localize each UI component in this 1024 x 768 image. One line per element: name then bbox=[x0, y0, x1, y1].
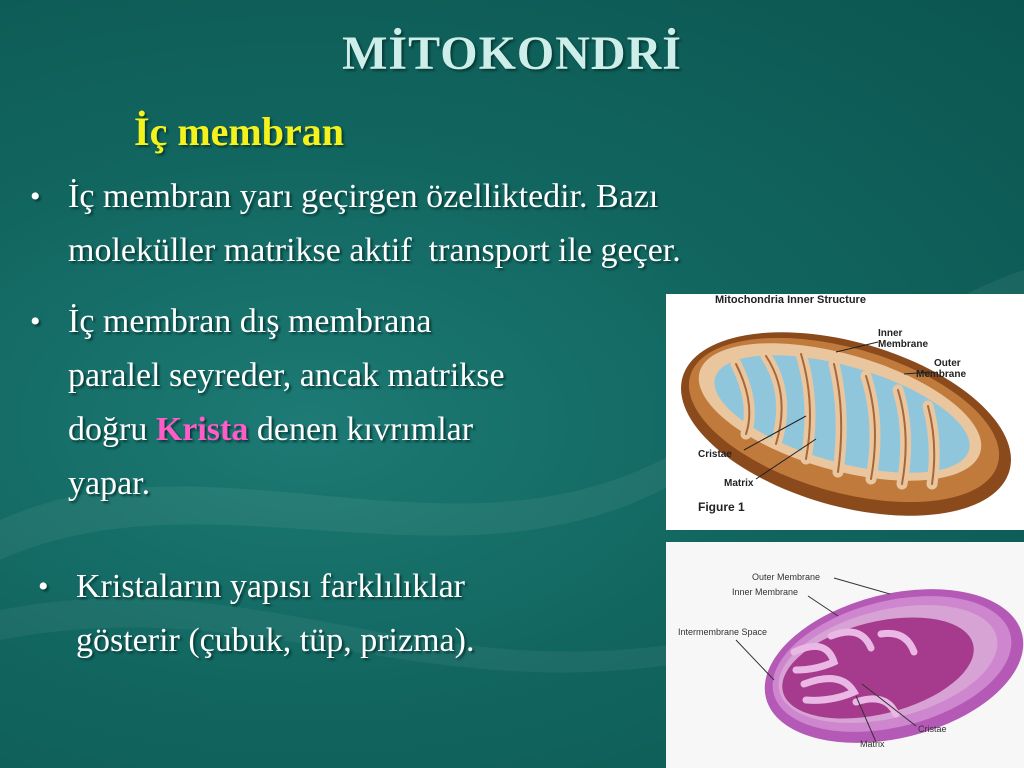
krista-highlight: Krista bbox=[155, 411, 249, 448]
mitochondrion-diagram-figure bbox=[666, 542, 1024, 768]
bullet-2 bbox=[30, 295, 658, 511]
figure-2-label-inner-membrane: Inner Membrane bbox=[732, 587, 799, 597]
bullet-2-line-3-end: denen kıvrımlar bbox=[248, 411, 474, 448]
bullet-2-line-2: paralel seyreder, ancak matrikse bbox=[68, 357, 505, 394]
figure-1-caption: Figure 1 bbox=[698, 500, 745, 514]
figure-1-label-inner-line-2: Membrane bbox=[878, 339, 929, 350]
figure-1-label-cristae: Cristae bbox=[698, 449, 732, 460]
bullet-3-line-1: Kristaların yapısı farklılıklar bbox=[76, 568, 465, 605]
slide-title: MİTOKONDRİ bbox=[342, 27, 682, 80]
bullet-dot: • bbox=[30, 305, 41, 338]
bullet-1 bbox=[30, 170, 888, 278]
slide-subtitle: İç membran bbox=[134, 109, 344, 154]
bullet-3-line-2: gösterir (çubuk, tüp, prizma). bbox=[76, 622, 475, 659]
figure-2-label-matrix: Matrix bbox=[860, 739, 885, 749]
bullet-3 bbox=[38, 560, 656, 668]
bullet-2-line-4: yapar. bbox=[68, 465, 151, 502]
figure-2-label-outer-membrane: Outer Membrane bbox=[752, 572, 821, 582]
bullet-2-line-1: İç membran dış membrana bbox=[68, 303, 432, 340]
bullet-1-line-2: moleküller matrikse aktif transport ile geçer. bbox=[68, 232, 681, 269]
figure-1-title: Mitochondria Inner Structure bbox=[715, 294, 866, 306]
bullet-2-line-3-start: doğru bbox=[68, 411, 156, 448]
figure-2-label-intermembrane-space: Intermembrane Space bbox=[678, 627, 768, 637]
mitochondrion-brown-illustration bbox=[666, 298, 1024, 530]
figure-2-label-cristae: Cristae bbox=[918, 724, 947, 734]
figure-1-label-inner-line-1: Inner bbox=[878, 328, 903, 339]
bullet-dot: • bbox=[30, 180, 41, 213]
bullet-2-line-3 bbox=[68, 403, 658, 457]
figure-1-label-outer-line-2: Membrane bbox=[916, 369, 967, 380]
figure-1-label-outer-line-1: Outer bbox=[934, 358, 961, 369]
bullet-dot: • bbox=[38, 570, 49, 603]
bullet-1-line-1: İç membran yarı geçirgen özelliktedir. Bazı bbox=[68, 178, 659, 215]
figure-1-label-matrix: Matrix bbox=[724, 478, 754, 489]
mitochondria-inner-structure-figure bbox=[666, 294, 1024, 530]
